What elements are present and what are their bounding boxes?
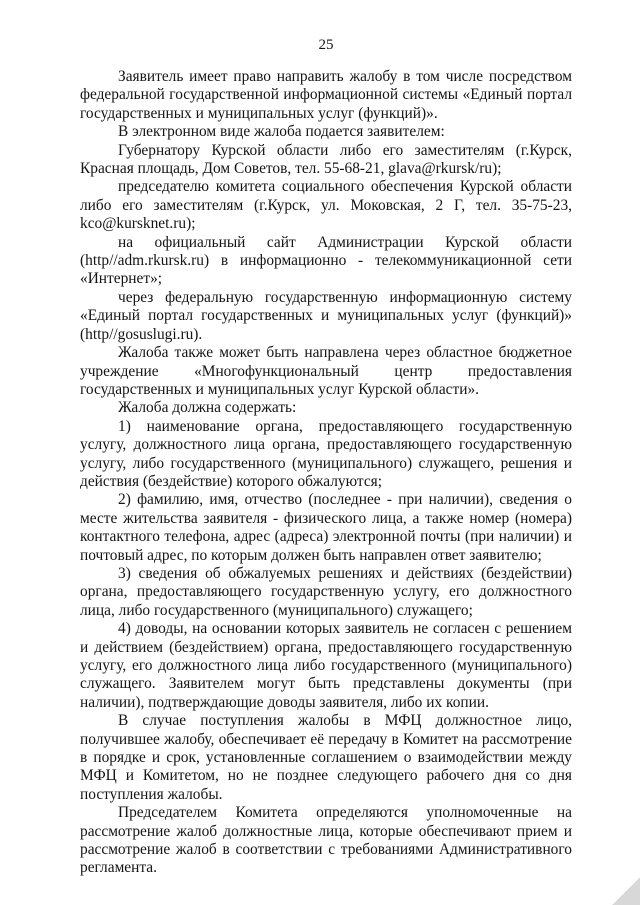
- document-body: [80, 68, 572, 878]
- paragraph-committee-chair: председателю комитета социального обеспечения Курской области либо его заместителям (г.Курск, ул. Моковская, 2 Г, тел. 35-75-23, kco@kursknet.ru);: [80, 178, 572, 233]
- page-number: 25: [318, 37, 334, 53]
- paragraph-mfc: Жалоба также может быть направлена через областное бюджетное учреждение «Многофункциональный центр предоставления государственных и муниципальных услуг Курской области».: [80, 344, 572, 398]
- paragraph-portal-right: Заявитель имеет право направить жалобу в том числе посредством федеральной государственной информационной системы «Единый портал государственных и муниципальных услуг (функций)».: [80, 68, 572, 122]
- paragraph-complaint-contents: Жалоба должна содержать:: [118, 399, 297, 417]
- paragraph-committee-officials: Председателем Комитета определяются уполномоченные на рассмотрение жалоб должностные лица, которые обеспечивают прием и рассмотрение жалоб в соответствии с требованиями Административного регламента.: [80, 804, 572, 877]
- paragraph-mfc-transfer: В случае поступления жалобы в МФЦ должностное лицо, получившее жалобу, обеспечивает её передачу в Комитет на рассмотрение в порядке и срок, установленные соглашением о взаимодействии между МФЦ и Комитетом, но не позднее следующего рабочего дня со дня поступления жалобы.: [80, 712, 572, 803]
- paragraph-federal-system: через федеральную государственную информационную систему «Единый портал государственных и муниципальных услуг (функций)» (http//gosuslugi.ru).: [80, 288, 572, 343]
- list-item-3: 3) сведения об обжалуемых решениях и действиях (бездействии) органа, предоставляющего государственную услугу, его должностного лица, либо государственного (муниципального) служащего;: [80, 564, 572, 619]
- list-item-4: 4) доводы, на основании которых заявитель не согласен с решением и действием (бездействием) органа, предоставляющего государственную услугу, его должностного лица либо государственного (муниципального) служащего. Заявителем могут быть представлены документы (при наличии), подтверждающие доводы заявителя, либо их копии.: [80, 620, 572, 711]
- paragraph-governor: Губернатору Курской области либо его заместителям (г.Курск, Красная площадь, Дом Советов, тел. 55-68-21, glava@rkursk/ru);: [80, 141, 572, 178]
- page-corner-fold: [612, 877, 640, 905]
- paragraph-official-site: на официальный сайт Администрации Курской области (http//adm.rkursk.ru) в информационно - телекоммуникационной сети «Интернет»;: [80, 233, 572, 288]
- list-item-2: 2) фамилию, имя, отчество (последнее - при наличии), сведения о месте жительства заявителя - физического лица, а также номер (номера) контактного телефона, адрес (адреса) электронной почты (при наличии) и почтовый адрес, по которым должен быть направлен ответ заявителю;: [80, 491, 572, 564]
- paragraph-electronic-intro: В электронном виде жалоба подается заявителем:: [118, 123, 445, 141]
- list-item-1: 1) наименование органа, предоставляющего государственную услугу, должностного лица органа, предоставляющего государственную услугу, либо государственного (муниципального) служащего, решения и действия (бездействие) которого обжалуются;: [80, 417, 572, 490]
- document-page: [80, 0, 572, 905]
